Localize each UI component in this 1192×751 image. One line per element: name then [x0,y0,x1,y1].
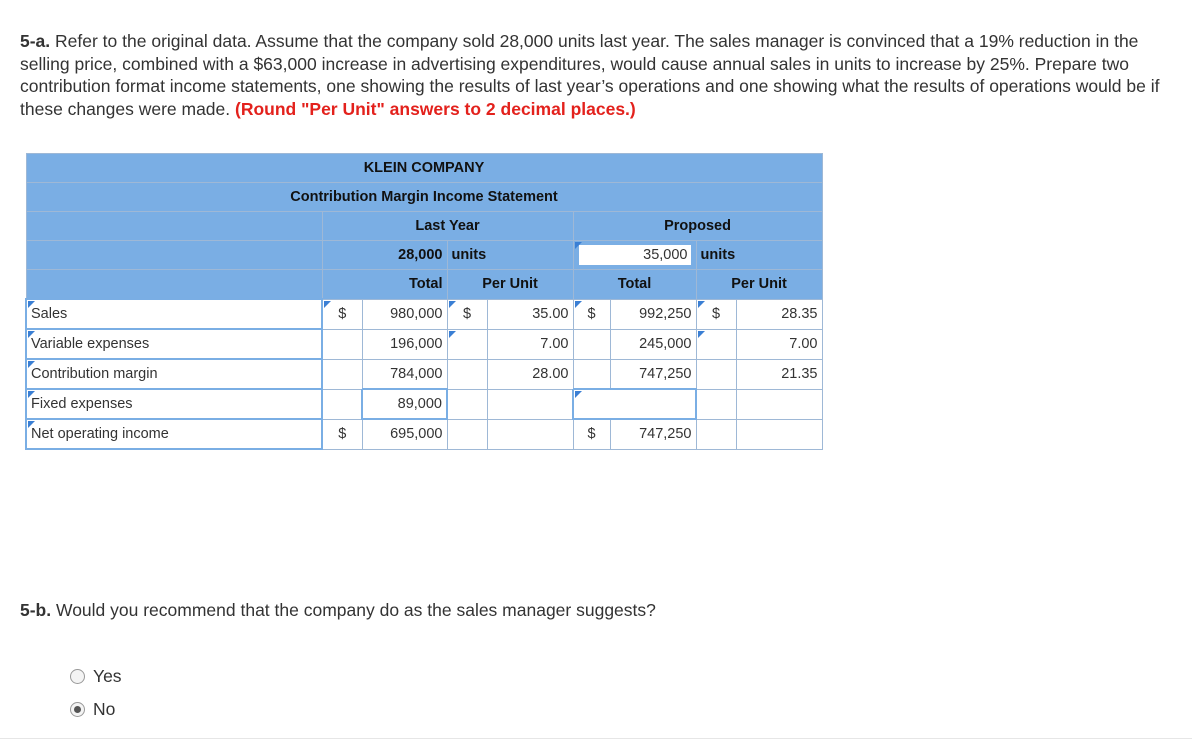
option-no-label: No [93,699,116,719]
table-row [26,419,822,449]
variable-ly-unit[interactable]: 7.00 [487,329,573,359]
variable-p-total[interactable]: 245,000 [610,329,696,359]
empty-cell [696,329,736,359]
empty-cell [487,389,573,419]
rounding-instruction: (Round "Per Unit" answers to 2 decimal places.) [235,98,636,119]
divider [0,738,1192,739]
currency-sign: $ [322,419,362,449]
p-total-header: Total [573,270,696,300]
proposed-units-cell[interactable] [573,241,696,270]
fixed-p-total-input[interactable] [573,389,696,419]
option-no[interactable] [70,699,115,720]
table-row [26,389,822,419]
question-5b [20,599,656,621]
ly-total-header: Total [322,270,447,300]
empty-cell [322,389,362,419]
empty-cell [322,329,362,359]
currency-sign[interactable]: $ [322,299,362,329]
empty-cell [696,359,736,389]
radio-yes[interactable] [70,669,85,684]
last-year-units-value: 28,000 [398,247,443,263]
row-label-variable-expenses[interactable]: Variable expenses [26,329,322,359]
company-name: KLEIN COMPANY [26,154,822,183]
question-5b-text: Would you recommend that the company do as the sales manager suggests? [56,600,656,620]
cm-p-unit[interactable]: 21.35 [736,359,822,389]
sales-ly-total[interactable]: 980,000 [362,299,447,329]
fixed-ly-total[interactable]: 89,000 [362,389,447,419]
empty-cell [573,359,610,389]
question-5b-label: 5-b. [20,600,52,620]
variable-p-unit[interactable]: 7.00 [736,329,822,359]
last-year-header: Last Year [322,212,573,241]
sales-p-total[interactable]: 992,250 [610,299,696,329]
option-yes-label: Yes [93,666,122,686]
noi-p-total[interactable]: 747,250 [610,419,696,449]
currency-sign[interactable]: $ [447,299,487,329]
empty-cell [696,419,736,449]
last-year-units-cell [322,241,447,270]
statement-title: Contribution Margin Income Statement [26,183,822,212]
empty-cell [736,389,822,419]
table-row [26,359,822,389]
empty-cell [447,359,487,389]
sales-ly-unit[interactable]: 35.00 [487,299,573,329]
table-row [26,299,822,329]
header-blank [26,241,322,270]
empty-cell [447,329,487,359]
income-statement-table [25,153,823,450]
variable-ly-total[interactable]: 196,000 [362,329,447,359]
question-5a-text: Refer to the original data. Assume that the company sold 28,000 units last year. The sales manager is convinced that a 19% reduction in the selling price, combined with a $63,000 increase in advertising expenditures, would cause annual sales in units to increase by 25%. Prepare two contribution format income statements, one showing the results of last year’s operations and one showing what the results of operations would be if these changes were made. [20,31,1160,119]
header-blank [26,270,322,300]
radio-no-selected[interactable] [70,702,85,717]
row-label-contribution-margin[interactable]: Contribution margin [26,359,322,389]
sales-p-unit[interactable]: 28.35 [736,299,822,329]
empty-cell [696,389,736,419]
p-per-unit-header: Per Unit [696,270,822,300]
cm-ly-total[interactable]: 784,000 [362,359,447,389]
empty-cell [322,359,362,389]
cm-p-total[interactable]: 747,250 [610,359,696,389]
question-5a-label: 5-a. [20,31,51,51]
currency-sign[interactable]: $ [573,299,610,329]
currency-sign[interactable]: $ [696,299,736,329]
proposed-header: Proposed [573,212,822,241]
row-label-net-operating-income[interactable]: Net operating income [26,419,322,449]
row-label-sales[interactable]: Sales [26,299,322,329]
proposed-units-label: units [696,241,822,270]
last-year-units-label: units [447,241,573,270]
empty-cell [736,419,822,449]
header-blank [26,212,322,241]
ly-per-unit-header: Per Unit [447,270,573,300]
question-5a [20,30,1170,120]
empty-cell [447,389,487,419]
cm-ly-unit[interactable]: 28.00 [487,359,573,389]
option-yes[interactable] [70,666,122,687]
noi-ly-total[interactable]: 695,000 [362,419,447,449]
empty-cell [447,419,487,449]
currency-sign: $ [573,419,610,449]
table-row [26,329,822,359]
row-label-fixed-expenses[interactable]: Fixed expenses [26,389,322,419]
empty-cell [573,329,610,359]
empty-cell [487,419,573,449]
proposed-units-input[interactable]: 35,000 [578,244,692,266]
